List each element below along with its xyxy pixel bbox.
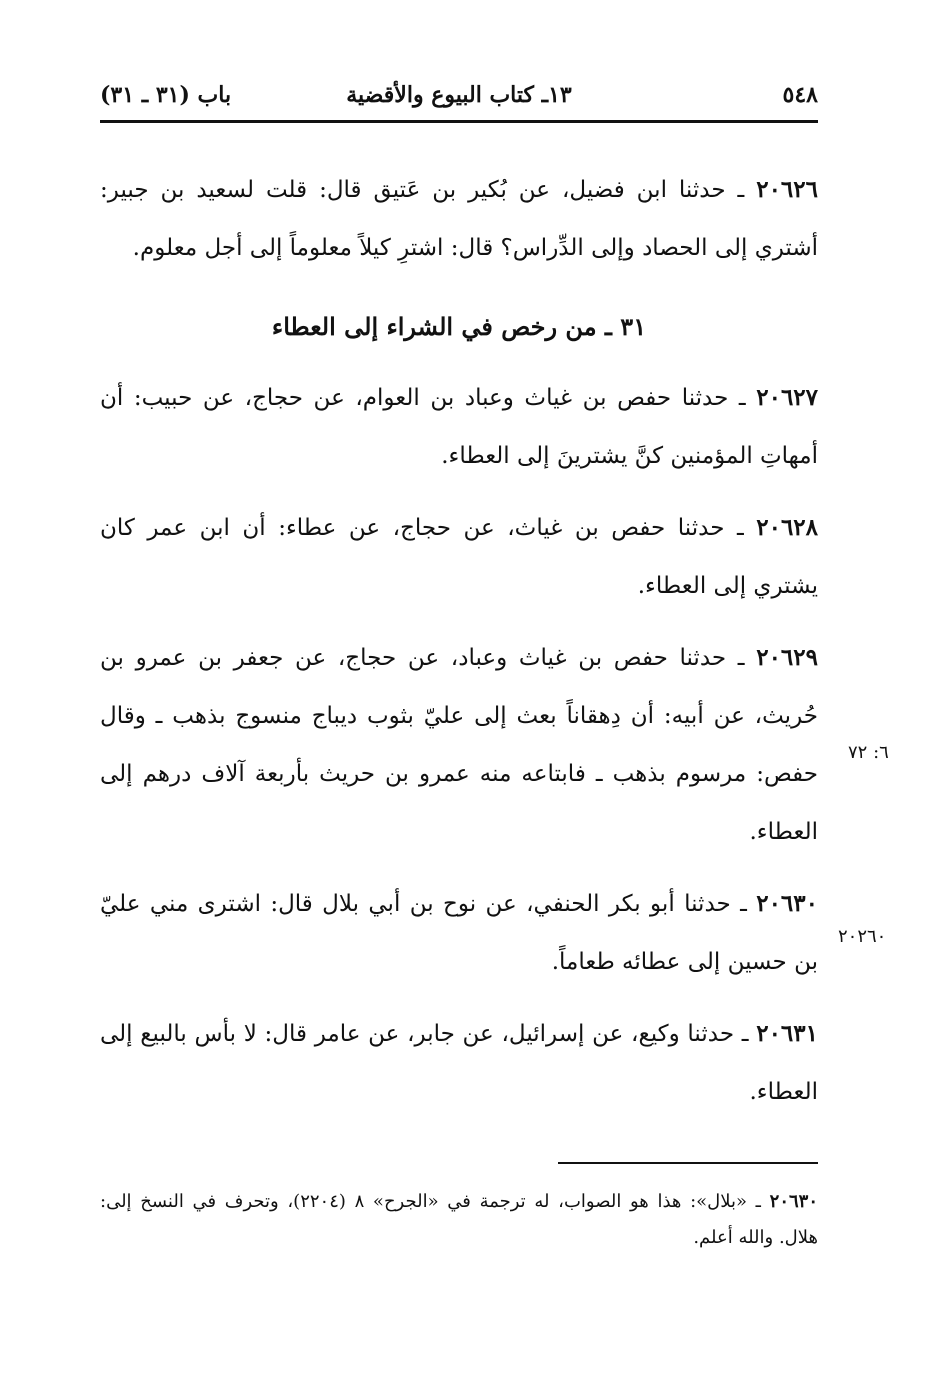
- hadith-text: ـ حدثنا ابن فضيل، عن بُكير بن عَتيق قال: قلت لسعيد بن جبير: أشتري إلى الحصاد وإلى الدِّراس؟ قال: اشترِ كيلاً معلوماً إلى أجل معلوم.: [100, 177, 818, 261]
- hadith-text: ـ حدثنا أبو بكر الحنفي، عن نوح بن أبي بلال قال: اشترى مني عليّ بن حسين إلى عطائه طعاماً.: [100, 891, 818, 975]
- hadith-text: ـ حدثنا حفص بن غياث وعباد، عن حجاج، عن جعفر بن عمرو بن حُريث، عن أبيه: أن دِهقاناً بعث إلى عليّ بثوب ديباج منسوج بذهب ـ وقال حفص: مرسوم بذهب ـ فابتاعه منه عمرو بن حريث بأربعة آلاف درهم إلى العطاء.: [100, 645, 818, 845]
- hadith-number: ٢٠٦٣١: [756, 1020, 818, 1047]
- hadith-number: ٢٠٦٢٩: [756, 644, 818, 671]
- footnote-text: ـ «بلال»: هذا هو الصواب، له ترجمة في «الجرح» ٨ (٢٢٠٤)، وتحرف في النسخ إلى: هلال. والله أعلم.: [100, 1191, 818, 1248]
- hadith-text: ـ حدثنا حفص بن غياث وعباد بن العوام، عن حجاج، عن حبيب: أن أمهاتِ المؤمنين كنَّ يشترينَ إلى العطاء.: [100, 385, 818, 469]
- section-heading: ٣١ ـ من رخص في الشراء إلى العطاء: [271, 312, 647, 341]
- hadith-number: ٢٠٦٢٦: [756, 176, 818, 203]
- hadith-text: ـ حدثنا وكيع، عن إسرائيل، عن جابر، عن عامر قال: لا بأس بالبيع إلى العطاء.: [100, 1021, 818, 1105]
- footnote-number: ٢٠٦٣٠: [769, 1191, 818, 1212]
- hadith-entry-20631: [100, 1005, 818, 1121]
- page-number: ٥٤٨: [782, 82, 818, 108]
- hadith-entry-20627: [100, 369, 818, 485]
- hadith-text: ـ حدثنا حفص بن غياث، عن حجاج، عن عطاء: أن ابن عمر كان يشتري إلى العطاء.: [100, 515, 818, 599]
- footnote-rule: [558, 1162, 818, 1164]
- margin-volume-ref: ٦: ٧٢: [848, 742, 889, 763]
- running-header: [100, 70, 818, 123]
- hadith-entry-20629: [100, 629, 818, 861]
- hadith-number: ٢٠٦٢٧: [756, 384, 819, 411]
- footnote: [100, 1184, 818, 1256]
- hadith-number: ٢٠٦٢٨: [756, 514, 819, 541]
- book-title: ١٣ـ كتاب البيوع والأقضية: [346, 82, 572, 108]
- chapter-range: باب (٣١ ـ ٣١): [100, 82, 232, 108]
- hadith-entry-20628: [100, 499, 818, 615]
- margin-old-number: ٢٠٢٦٠: [838, 926, 887, 947]
- hadith-entry-20626: [100, 161, 818, 277]
- hadith-number: ٢٠٦٣٠: [756, 890, 818, 917]
- page: [100, 70, 818, 1370]
- hadith-entry-20630: [100, 875, 818, 991]
